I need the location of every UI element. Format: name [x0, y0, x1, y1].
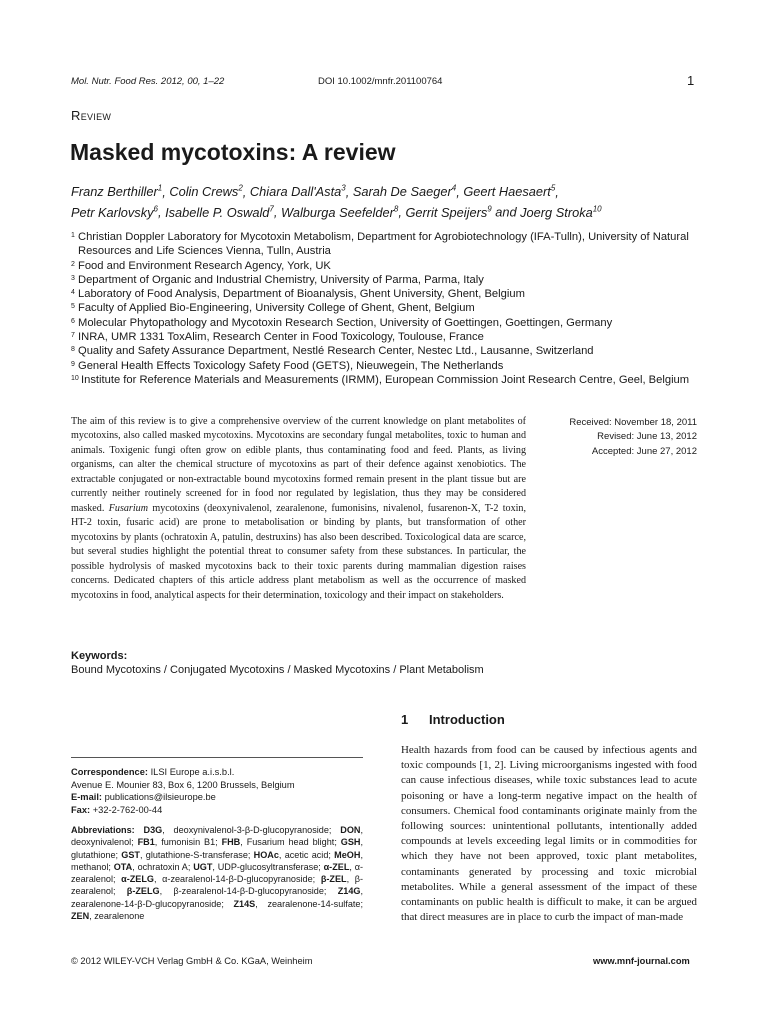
author	[169, 184, 242, 199]
abbreviation-term: OTA	[113, 861, 133, 872]
abbreviation-term: FB1	[137, 837, 155, 848]
abbreviation-term: FHB	[221, 837, 241, 848]
abbreviation-term: α-ZEL	[323, 861, 350, 872]
abstract	[71, 415, 526, 603]
author-list: Franz Berthiller$^1$, Colin Crews$^2$, Chiara Dall'Asta$^3$, Sarah De Saeger$^4$, Geert Haesaert$^5$, Petr Karlovsky$^6$, Isabelle P. Oswald$^7$, Walburga Seefelder$^8$, Gerrit Speijers$^9$ and Joerg Stroka$^{10}$	[71, 184, 602, 220]
section-heading-text: Introduction	[429, 712, 505, 727]
affiliation-text: Quality and Safety Assurance Department, Nestlé Research Center, Nestec Ltd., Lausanne, Switzerland	[78, 345, 594, 358]
abbreviation-term: D3G	[143, 825, 163, 835]
author-affiliation-mark: 10	[592, 204, 602, 214]
doi[interactable]: DOI 10.1002/mnfr.201100764	[318, 76, 443, 87]
author-name: Franz Berthiller	[71, 184, 158, 200]
correspondence-name: ILSI Europe a.i.s.b.l.	[150, 767, 235, 777]
author	[520, 205, 601, 220]
author	[353, 184, 456, 199]
journal-website-link[interactable]: www.mnf-journal.com	[593, 956, 690, 966]
abbreviation-definition: ochratoxin A	[137, 861, 188, 872]
abbreviation-definition: UDP-glucosyltransferase	[217, 861, 319, 872]
abstract-part2: mycotoxins (deoxynivalenol, zearalenone, fumonisins, nivalenol, fusarenon-X, T-2 toxin, HT-2 toxin, fusaric acid) are prone to metabolisation or binding by plants, but transformation of other mycotoxins by plants (ochratoxin A, patulin, destruxins) has also been described. Toxicological data are scarce, but several studies highlight the potential threat to consumer safety from these substances. In particular, the possible hydrolysis of masked mycotoxins back to their toxic parents during mammalian digestion raises concerns. Dedicated chapters of this article address plant metabolism as well as the occurrence of masked mycotoxins in food, analytical aspects for their determination, toxicology and their impact on stakeholders.	[71, 502, 527, 601]
abbreviation-definition: acetic acid	[284, 849, 329, 860]
author	[71, 205, 158, 220]
received-date: Received: November 18, 2011	[569, 417, 697, 428]
author	[281, 205, 398, 220]
author-affiliation-mark: 5	[550, 184, 556, 193]
abbreviation-term: DON	[340, 825, 361, 835]
author-name: Gerrit Speijers	[405, 204, 488, 220]
fax-label: Fax:	[71, 804, 91, 815]
author-name: Chiara Dall'Asta	[249, 184, 342, 200]
page-number: 1	[687, 73, 695, 88]
author-affiliation-mark: 9	[487, 204, 492, 214]
affiliation-number: 6	[71, 317, 75, 325]
abbreviation-definition: deoxynivalenol	[71, 837, 132, 848]
correspondence-block	[71, 766, 363, 816]
abbreviations-block: Abbreviations: D3G, deoxynivalenol-3-β-D-glucopyranoside; DON, deoxynivalenol; FB1, fumonisin B1; FHB, Fusarium head blight; GSH, glutathione; GST, glutathione-S-transferase; HOAc, acetic acid; MeOH, methanol; OTA, ochratoxin A; UGT, UDP-glucosyltransferase; α-ZEL, α-zearalenol; α-ZELG, α-zearalenol-14-β-D-glucopyranoside; β-ZEL, β-zearalenol; β-ZELG, β-zearalenol-14-β-D-glucopyranoside; Z14G, zearalenone-14-β-D-glucopyranoside; Z14S, zearalenone-14-sulfate; ZEN, zearalenone	[71, 825, 363, 922]
author-name: Joerg Stroka	[520, 204, 593, 220]
affiliation-item	[71, 344, 711, 358]
author	[405, 205, 491, 220]
abbreviation-term: Z14S	[233, 898, 256, 909]
affiliation-number: 8	[71, 346, 75, 354]
abbreviation-definition: zearalenone	[94, 911, 145, 922]
affiliation-text: Laboratory of Food Analysis, Department of Bioanalysis, Ghent University, Ghent, Belgium	[78, 288, 525, 301]
author-affiliation-mark: 4	[451, 184, 457, 193]
abbreviation-definition: β-zearalenol-14-β-D-glucopyranoside	[173, 886, 324, 897]
correspondence-address: Avenue E. Mounier 83, Box 6, 1200 Brussels, Belgium	[71, 779, 295, 790]
affiliation-text: INRA, UMR 1331 ToxAlim, Research Center in Food Toxicology, Toulouse, France	[78, 331, 484, 344]
abbreviation-term: ZEN	[71, 911, 90, 922]
author-name: Isabelle P. Oswald	[165, 204, 270, 220]
abbreviation-definition: β-zearalenol	[71, 874, 363, 897]
author-name: Sarah De Saeger	[352, 184, 452, 200]
affiliation-item	[71, 301, 711, 315]
affiliation-number: 4	[71, 289, 75, 297]
footnote-divider	[71, 757, 363, 758]
affiliation-text: Faculty of Applied Bio-Engineering, University College of Ghent, Ghent, Belgium	[78, 302, 475, 315]
abbreviation-term: GSH	[340, 837, 361, 848]
author	[463, 184, 555, 199]
section-number: 1	[401, 712, 409, 727]
affiliation-number: 3	[71, 274, 75, 282]
author	[250, 184, 346, 199]
affiliation-number: 2	[71, 260, 75, 268]
introduction-heading	[401, 712, 505, 727]
abbreviation-term: Z14G	[337, 886, 361, 897]
copyright-notice: © 2012 WILEY-VCH Verlag GmbH & Co. KGaA, Weinheim	[71, 956, 313, 966]
affiliation-item	[71, 273, 711, 287]
author-affiliation-mark: 6	[153, 204, 158, 214]
email-address[interactable]: publications@ilsieurope.be	[104, 792, 216, 802]
abbreviation-definition: α-zearalenol	[71, 861, 363, 885]
abbreviation-term: HOAc	[253, 849, 279, 860]
abbreviation-definition: zearalenone-14-β-D-glucopyranoside	[71, 898, 222, 909]
affiliation-number: 7	[71, 332, 75, 340]
affiliation-text: Food and Environment Research Agency, York, UK	[78, 259, 331, 272]
author-affiliation-mark: 7	[269, 204, 274, 214]
fax-number: +32-2-762-00-44	[92, 804, 163, 815]
affiliation-number: 5	[71, 303, 75, 311]
accepted-date: Accepted: June 27, 2012	[591, 445, 697, 457]
abbreviation-definition: α-zearalenol-14-β-D-glucopyranoside	[162, 874, 313, 885]
affiliation-text: Christian Doppler Laboratory for Mycotoxin Metabolism, Department for Agrobiotechnology (IFA-Tulln), University of Natural Resources and Life Sciences Vienna, Tulln, Austria	[78, 231, 689, 258]
abbreviation-term: α-ZELG	[121, 874, 154, 885]
affiliation-item	[71, 259, 711, 273]
section-label: Review	[71, 108, 112, 123]
affiliations-list	[71, 230, 711, 387]
abbreviation-term: MeOH	[334, 849, 361, 860]
affiliation-item	[71, 330, 711, 344]
email-label: E-mail:	[71, 792, 102, 802]
author-affiliation-mark: 8	[393, 204, 399, 214]
abbreviation-definition: glutathione	[71, 849, 116, 860]
affiliation-number: 1	[71, 232, 75, 239]
author-name: Colin Crews	[169, 184, 239, 200]
affiliation-item	[71, 230, 711, 259]
affiliation-number: 10	[71, 374, 79, 382]
article-title: Masked mycotoxins: A review	[70, 139, 396, 165]
author-name: Petr Karlovsky	[71, 204, 154, 220]
affiliation-text: General Health Effects Toxicology Safety Food (GETS), Nieuwegein, The Netherlands	[78, 359, 504, 372]
correspondence-label: Correspondence:	[71, 767, 148, 777]
affiliation-item	[71, 373, 711, 387]
journal-reference: Mol. Nutr. Food Res. 2012, 00, 1–22	[71, 76, 225, 87]
abbreviation-definition: deoxynivalenol-3-β-D-glucopyranoside	[173, 825, 329, 835]
affiliation-item	[71, 287, 711, 301]
introduction-text: Health hazards from food can be caused by infectious agents and toxic compounds [1, 2]. Living microorganisms ingested with food can cause infectious diseases, while toxic substances lead to acute poisoning or have a long-term negative impact on the health of consumers. Chemical food contaminants originate mainly from the following sources: unintentional pollutants, intentionally added compounds at levels exceeding legal limits or in commodities for which they have not been approved, toxic plant metabolites, contaminants generated by processing and toxic microbial metabolites. While a general assessment of the impact of these contaminants on public health is difficult to make, it can be argued that direct measures are in place to curb the impact of man-made	[401, 744, 697, 924]
abbreviation-term: β-ZEL	[320, 874, 347, 885]
author-affiliation-mark: 1	[157, 184, 163, 193]
affiliation-text: Molecular Phytopathology and Mycotoxin Research Section, University of Goettingen, Goettingen, Germany	[78, 316, 613, 329]
keywords-text: Bound Mycotoxins / Conjugated Mycotoxins / Masked Mycotoxins / Plant Metabolism	[71, 664, 484, 676]
author-name: Geert Haesaert	[463, 184, 551, 200]
abstract-genus: Fusarium	[108, 502, 148, 514]
abbreviation-definition: methanol	[71, 861, 109, 872]
affiliation-text: Department of Organic and Industrial Chemistry, University of Parma, Parma, Italy	[78, 273, 484, 286]
abbreviation-definition: glutathione-S-transferase	[145, 849, 248, 860]
affiliation-item	[71, 316, 711, 330]
article-dates	[540, 416, 697, 459]
author-affiliation-mark: 3	[341, 184, 346, 193]
author-affiliation-mark: 2	[238, 184, 243, 193]
abstract-part1: The aim of this review is to give a comprehensive overview of the current knowledge on plant metabolites of mycotoxins, also called masked mycotoxins. Mycotoxins are secondary fungal metabolites, toxic to human and animals. Toxigenic fungi often grow on edible plants, thus contaminating food and feed. Plants, as living organisms, can alter the chemical structure of mycotoxins as part of their defence against xenobiotics. The extractable conjugated or non-extractable bound mycotoxins formed remain present in the plant tissue but are currently neither routinely screened for in food nor regulated by legislation, thus they may be considered masked.	[71, 416, 526, 514]
abbreviation-term: β-ZELG	[126, 886, 160, 897]
abbreviation-definition: zearalenone-14-sulfate	[267, 898, 361, 909]
author	[165, 205, 274, 220]
keywords-heading: Keywords:	[71, 650, 128, 662]
revised-date: Revised: June 13, 2012	[597, 431, 697, 443]
affiliation-item	[71, 359, 711, 373]
abbreviations-label: Abbreviations:	[71, 825, 135, 835]
abbreviation-definition: Fusarium head blight	[246, 837, 335, 848]
abbreviation-definition: fumonisin B1	[161, 837, 216, 848]
affiliation-text: Institute for Reference Materials and Measurements (IRMM), European Commission Joint Research Centre, Geel, Belgium	[81, 373, 690, 386]
author-name: Walburga Seefelder	[281, 204, 394, 220]
affiliation-number: 9	[71, 360, 75, 368]
abbreviation-term: UGT	[193, 861, 213, 872]
author	[71, 184, 162, 199]
abbreviation-term: GST	[121, 849, 140, 860]
